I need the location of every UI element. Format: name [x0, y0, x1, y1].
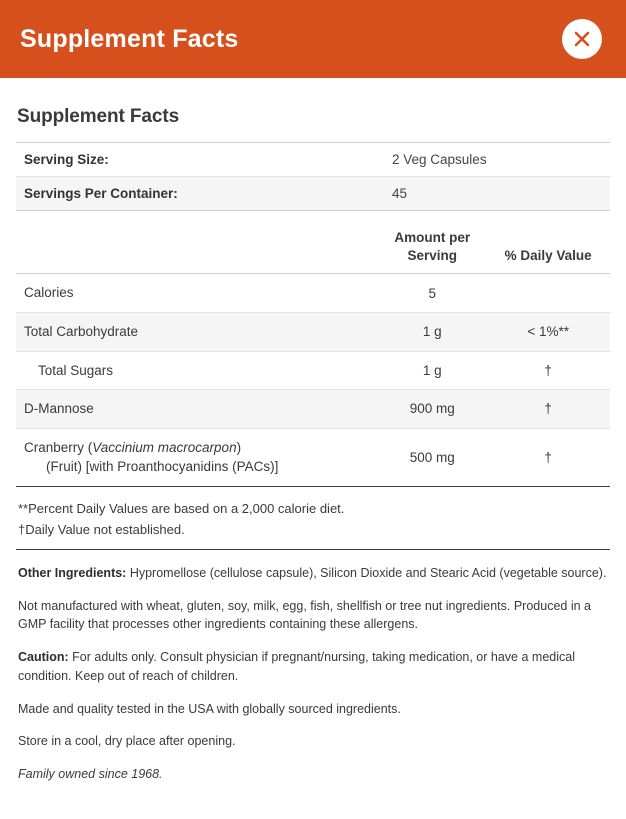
nutrient-name: Total Carbohydrate	[24, 324, 139, 339]
footnote-dv-not-established: †Daily Value not established.	[18, 521, 185, 537]
nutrient-dv: †	[544, 449, 552, 465]
table-header-row	[16, 229, 610, 274]
modal-header	[0, 0, 626, 78]
modal-body	[0, 78, 626, 784]
amount-per-serving-header: Amount per Serving	[394, 230, 471, 264]
nutrient-name-header	[16, 229, 378, 274]
nutrient-dv	[486, 274, 610, 313]
family-owned-statement: Family owned since 1968.	[18, 767, 163, 782]
other-ingredients	[18, 564, 608, 583]
serving-info-table	[16, 142, 610, 211]
footnotes	[16, 487, 610, 550]
caution-label: Caution:	[18, 650, 69, 665]
table-row	[16, 177, 610, 211]
nutrient-amount: 900 mg	[409, 401, 455, 417]
serving-size-value: 2 Veg Capsules	[392, 152, 487, 167]
footnote-daily-value-basis: **Percent Daily Values are based on a 2,000 calorie diet.	[18, 500, 345, 516]
close-button[interactable]	[562, 19, 602, 59]
nutrient-amount: 1 g	[422, 324, 442, 340]
serving-size-label: Serving Size:	[24, 152, 109, 167]
nutrient-dv: < 1%**	[527, 324, 569, 340]
nutrient-name: Calories	[24, 285, 74, 301]
servings-per-container-value: 45	[392, 186, 408, 201]
table-row	[16, 390, 610, 429]
close-icon	[573, 30, 591, 48]
table-row	[16, 274, 610, 313]
nutrient-table	[16, 229, 610, 487]
made-in-usa-statement: Made and quality tested in the USA with globally sourced ingredients.	[18, 701, 401, 716]
nutrient-amount: 5	[428, 285, 436, 301]
storage-statement: Store in a cool, dry place after opening.	[18, 734, 236, 749]
caution-statement	[18, 648, 608, 686]
nutrient-name: D-Mannose	[24, 401, 94, 417]
table-row	[16, 351, 610, 390]
nutrient-amount: 1 g	[422, 362, 442, 378]
allergen-statement: Not manufactured with wheat, gluten, soy, milk, egg, fish, shellfish or tree nut ingredients. Produced in a GMP facility that processes other ingredients containing these allergens.	[18, 598, 591, 632]
other-ingredients-label: Other Ingredients:	[18, 565, 127, 580]
panel-title: Supplement Facts	[17, 106, 180, 127]
nutrient-name: Total Sugars	[38, 362, 114, 378]
table-row	[16, 313, 610, 352]
nutrient-dv: †	[544, 362, 552, 378]
servings-per-container-label: Servings Per Container:	[24, 186, 178, 201]
other-information	[16, 550, 610, 784]
modal-title: Supplement Facts	[20, 24, 239, 53]
table-row	[16, 428, 610, 486]
caution-text: For adults only. Consult physician if pregnant/nursing, taking medication, or have a medical condition. Keep out of reach of children.	[18, 650, 575, 683]
other-ingredients-text: Hypromellose (cellulose capsule), Silicon Dioxide and Stearic Acid (vegetable source).	[126, 565, 607, 580]
table-row	[16, 143, 610, 177]
nutrient-amount: 500 mg	[409, 449, 455, 465]
nutrient-dv: †	[544, 401, 552, 417]
nutrient-name: Cranberry (Vaccinium macrocarpon) (Fruit) [with Proanthocyanidins (PACs)]	[24, 439, 279, 475]
daily-value-header: % Daily Value	[504, 248, 592, 264]
